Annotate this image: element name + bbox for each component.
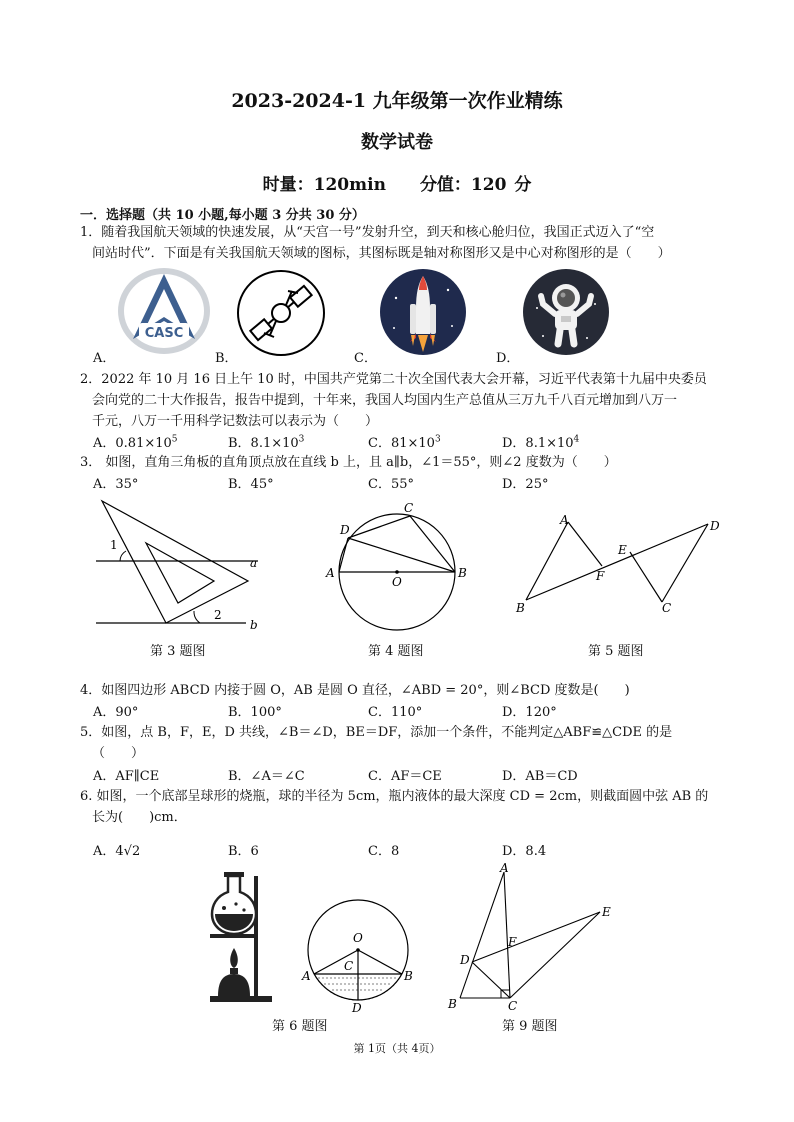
figure-9-triangles [444,861,620,1014]
q2-line1: 2．2022 年 10 月 16 日上午 10 时，中国共产党第二十次全国代表大会开幕，习近平代表第十九届中央委员 [80,372,707,387]
exam-meta [0,170,794,195]
svg-text:D: D [710,519,720,533]
svg-text:C: C [344,959,354,973]
svg-text:F: F [596,569,605,583]
svg-text:D: D [352,1001,362,1015]
q4-option-b[interactable]: B．100° [228,705,282,720]
q2-option-b[interactable]: B．$8.1\times 10^3$ [228,434,305,451]
svg-text:B: B [516,601,525,615]
q4-line1: 4．如图四边形 ABCD 内接于圆 O，AB 是圆 O 直径，∠ABD = 20°，则∠BCD 度数是( ) [80,683,630,698]
q3-option-d[interactable]: D．25° [502,477,549,492]
section-heading: 一．选择题（共 10 小题,每小题 3 分共 30 分） [80,208,365,223]
svg-text:O: O [353,931,363,945]
q4-option-c[interactable]: C．110° [368,705,423,720]
q1-line2: 间站时代”．下面是有关我国航天领域的图标，其图标既是轴对称图形又是中心对称图形的是（ ） [92,246,671,261]
q1-option-b[interactable]: B． [215,351,238,366]
svg-text:E: E [618,543,627,557]
svg-text:A: A [302,969,311,983]
total-score: 分值：120 分 [419,175,532,195]
q6-option-c[interactable]: C．8 [368,844,400,859]
flask-stand-icon [206,868,274,1006]
q2-line3: 千元，八万一千用科学记数法可以表示为（ ） [92,414,379,429]
svg-text:2: 2 [214,608,222,622]
q5-option-d[interactable]: D．AB＝CD [502,769,578,784]
casc-logo-text: CASC [144,326,184,341]
svg-text:O: O [392,575,402,589]
figure-4-circle [322,498,472,634]
exam-subject: 数学试卷 [361,132,433,153]
casc-logo-icon [117,267,211,355]
q6-line2: 长为( )cm． [92,810,187,825]
svg-text:B: B [404,969,413,983]
q2-option-c[interactable]: C．$81\times 10^3$ [368,434,441,451]
q5-line1: 5．如图，点 B，F，E，D 共线，∠B＝∠D，BE＝DF，添加一个条件，不能判定△ABF≌△CDE 的是 [80,725,673,740]
svg-text:C: C [662,601,672,615]
q2-option-d[interactable]: D．$8.1\times 10^4$ [502,434,580,451]
q6-option-a[interactable]: A．4√2 [93,844,141,859]
figure-5-caption: 第 5 题图 [588,644,644,659]
svg-text:C: C [404,501,414,515]
q1-line1: 1．随着我国航天领域的快速发展，从“天宫一号”发射升空，到天和核心舱归位，我国正式迈入了“空 [80,225,655,240]
svg-text:E: E [602,905,611,919]
q2-option-a[interactable]: A．$0.81\times 10^5$ [93,434,178,451]
figure-3-caption: 第 3 题图 [150,644,206,659]
q5-option-c[interactable]: C．AF＝CE [368,769,442,784]
figure-5-triangles [512,510,727,620]
svg-text:A: A [326,566,335,580]
q3-option-a[interactable]: A．35° [93,477,139,492]
q4-option-d[interactable]: D．120° [502,705,557,720]
q5-line2: （ ） [92,746,145,761]
svg-text:b: b [250,618,258,632]
q1-option-d[interactable]: D． [496,351,520,366]
svg-text:B: B [448,997,457,1011]
q5-option-b[interactable]: B．∠A＝∠C [228,769,305,784]
svg-text:D: D [460,953,470,967]
figure-6-caption: 第 6 题图 [272,1019,328,1034]
svg-text:1: 1 [110,538,118,552]
exam-title: 2023-2024-1 九年级第一次作业精练 [231,90,563,112]
q2-line2: 会向党的二十大作报告，报告中提到，十年来，我国人均国内生产总值从三万九千八百元增加到八万一 [92,393,678,408]
figure-4-caption: 第 4 题图 [368,644,424,659]
satellite-logo-icon [236,269,326,357]
page-footer: 第 1页（共 4页） [353,1042,441,1055]
q3-line1: 3． 如图，直角三角板的直角顶点放在直线 b 上，且 a∥b，∠1＝55°，则∠2 度数为（ ） [80,455,617,470]
q1-option-a[interactable]: A． [93,351,116,366]
svg-text:C: C [508,999,518,1013]
q6-option-d[interactable]: D．8.4 [502,844,547,859]
q3-option-c[interactable]: C．55° [368,477,414,492]
svg-text:F: F [508,935,517,949]
figure-3-triangle-ruler [90,495,270,635]
figure-6-circle [296,892,420,1014]
figure-9-caption: 第 9 题图 [502,1019,558,1034]
rocket-logo-icon [378,268,468,356]
q6-option-b[interactable]: B．6 [228,844,259,859]
q3-option-b[interactable]: B．45° [228,477,274,492]
svg-text:D: D [340,523,350,537]
svg-text:B: B [458,566,467,580]
svg-text:A: A [560,513,569,527]
time-limit: 时量：120min [262,175,386,195]
q5-option-a[interactable]: A．AF∥CE [93,769,160,784]
svg-text:A: A [500,861,509,875]
q6-line1: 6. 如图，一个底部呈球形的烧瓶，球的半径为 5cm，瓶内液体的最大深度 CD = 2cm，则截面圆中弦 AB 的 [80,789,709,804]
astronaut-logo-icon [521,268,611,356]
q4-option-a[interactable]: A．90° [93,705,139,720]
svg-text:a: a [250,556,258,570]
q1-option-c[interactable]: C． [354,351,377,366]
